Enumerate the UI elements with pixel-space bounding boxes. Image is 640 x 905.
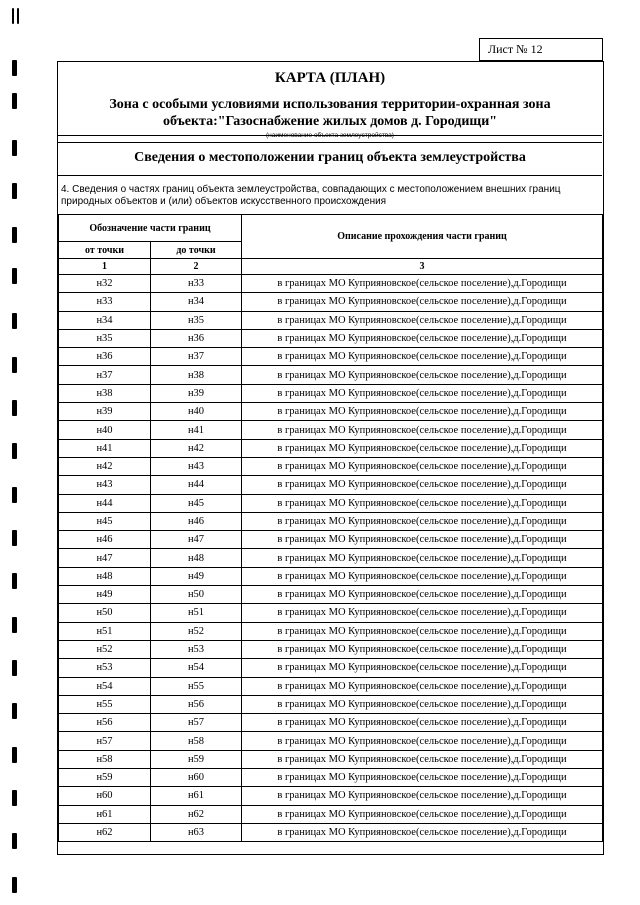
binding-mark [12, 833, 17, 849]
binding-mark [12, 268, 17, 284]
from-point-cell: н36 [59, 348, 151, 366]
binding-mark [12, 400, 17, 416]
to-point-cell: н47 [151, 531, 242, 549]
binding-mark [17, 8, 19, 24]
to-point-cell: н37 [151, 348, 242, 366]
to-point-cell: н34 [151, 293, 242, 311]
table-row [59, 531, 603, 549]
from-point-cell: н45 [59, 512, 151, 530]
table-row [59, 421, 603, 439]
to-point-cell: н63 [151, 823, 242, 841]
binding-mark [12, 443, 17, 459]
document-frame [57, 61, 604, 855]
description-cell: в границах МО Куприяновское(сельское поселение),д.Городищи [242, 421, 603, 439]
to-point-cell: н58 [151, 732, 242, 750]
from-point-cell: н35 [59, 329, 151, 347]
to-point-cell: н51 [151, 604, 242, 622]
description-cell: в границах МО Куприяновское(сельское поселение),д.Городищи [242, 732, 603, 750]
description-cell: в границах МО Куприяновское(сельское поселение),д.Городищи [242, 384, 603, 402]
from-point-cell: н59 [59, 769, 151, 787]
description-cell: в границах МО Куприяновское(сельское поселение),д.Городищи [242, 622, 603, 640]
table-row [59, 348, 603, 366]
table-row [59, 640, 603, 658]
binding-mark [12, 530, 17, 546]
table-row [59, 586, 603, 604]
table-body [59, 275, 603, 842]
to-point-cell: н41 [151, 421, 242, 439]
binding-mark [12, 660, 17, 676]
to-point-cell: н62 [151, 805, 242, 823]
from-point-cell: н57 [59, 732, 151, 750]
binding-mark [12, 617, 17, 633]
from-point-cell: н40 [59, 421, 151, 439]
from-point-cell: н56 [59, 714, 151, 732]
table-row [59, 512, 603, 530]
to-point-cell: н48 [151, 549, 242, 567]
table-row [59, 769, 603, 787]
table-row [59, 677, 603, 695]
to-point-cell: н40 [151, 403, 242, 421]
from-point-cell: н58 [59, 750, 151, 768]
col-number: 1 [59, 259, 151, 275]
binding-mark [12, 573, 17, 589]
col-number: 2 [151, 259, 242, 275]
from-point-cell: н48 [59, 567, 151, 585]
to-point-cell: н55 [151, 677, 242, 695]
from-point-cell: н42 [59, 457, 151, 475]
table-row [59, 384, 603, 402]
description-cell: в границах МО Куприяновское(сельское поселение),д.Городищи [242, 293, 603, 311]
table-row [59, 403, 603, 421]
description-cell: в границах МО Куприяновское(сельское поселение),д.Городищи [242, 329, 603, 347]
description-cell: в границах МО Куприяновское(сельское поселение),д.Городищи [242, 604, 603, 622]
table-row [59, 787, 603, 805]
to-point-cell: н33 [151, 275, 242, 293]
binding-mark [12, 8, 14, 24]
from-point-cell: н46 [59, 531, 151, 549]
to-point-cell: н59 [151, 750, 242, 768]
header-description: Описание прохождения части границ [242, 215, 603, 259]
table-row [59, 366, 603, 384]
description-cell: в границах МО Куприяновское(сельское поселение),д.Городищи [242, 659, 603, 677]
table-row [59, 275, 603, 293]
description-cell: в границах МО Куприяновское(сельское поселение),д.Городищи [242, 512, 603, 530]
binding-mark [12, 703, 17, 719]
description-cell: в границах МО Куприяновское(сельское поселение),д.Городищи [242, 275, 603, 293]
col-number: 3 [242, 259, 603, 275]
to-point-cell: н57 [151, 714, 242, 732]
table-row [59, 604, 603, 622]
boundary-table [58, 214, 603, 842]
to-point-cell: н39 [151, 384, 242, 402]
binding-mark [12, 93, 17, 109]
from-point-cell: н33 [59, 293, 151, 311]
table-row [59, 823, 603, 841]
binding-mark [12, 227, 17, 243]
to-point-cell: н42 [151, 439, 242, 457]
description-cell: в границах МО Куприяновское(сельское поселение),д.Городищи [242, 695, 603, 713]
description-cell: в границах МО Куприяновское(сельское поселение),д.Городищи [242, 714, 603, 732]
map-title: КАРТА (ПЛАН) [274, 70, 386, 86]
zone-title-line1: Зона с особыми условиями использования территории-охранная зона [109, 97, 551, 112]
sheet-number: Лист № 12 [479, 38, 603, 61]
table-row [59, 567, 603, 585]
from-point-cell: н41 [59, 439, 151, 457]
from-point-cell: н39 [59, 403, 151, 421]
to-point-cell: н44 [151, 476, 242, 494]
to-point-cell: н56 [151, 695, 242, 713]
description-cell: в границах МО Куприяновское(сельское поселение),д.Городищи [242, 531, 603, 549]
zone-title [58, 96, 602, 130]
header-to: до точки [151, 242, 242, 259]
description-cell: в границах МО Куприяновское(сельское поселение),д.Городищи [242, 567, 603, 585]
from-point-cell: н38 [59, 384, 151, 402]
table-row [59, 439, 603, 457]
binding-mark [12, 790, 17, 806]
to-point-cell: н60 [151, 769, 242, 787]
binding-marks [10, 0, 24, 905]
table-row [59, 311, 603, 329]
description-cell: в границах МО Куприяновское(сельское поселение),д.Городищи [242, 640, 603, 658]
from-point-cell: н51 [59, 622, 151, 640]
table-row [59, 293, 603, 311]
description-cell: в границах МО Куприяновское(сельское поселение),д.Городищи [242, 403, 603, 421]
description-cell: в границах МО Куприяновское(сельское поселение),д.Городищи [242, 439, 603, 457]
from-point-cell: н60 [59, 787, 151, 805]
table-row [59, 549, 603, 567]
description-cell: в границах МО Куприяновское(сельское поселение),д.Городищи [242, 476, 603, 494]
table-row [59, 457, 603, 475]
to-point-cell: н61 [151, 787, 242, 805]
to-point-cell: н36 [151, 329, 242, 347]
from-point-cell: н47 [59, 549, 151, 567]
title-block [58, 62, 602, 136]
table-row [59, 659, 603, 677]
binding-mark [12, 140, 17, 156]
header-parts: Обозначение части границ [59, 215, 242, 242]
table-row [59, 476, 603, 494]
table-row [59, 695, 603, 713]
table-row [59, 714, 603, 732]
section-title: Сведения о местоположении границ объекта землеустройства [58, 142, 602, 176]
from-point-cell: н49 [59, 586, 151, 604]
table-row [59, 750, 603, 768]
object-name-note: (наименование объекта землеустройства) [266, 132, 394, 139]
to-point-cell: н46 [151, 512, 242, 530]
table-row [59, 622, 603, 640]
from-point-cell: н53 [59, 659, 151, 677]
to-point-cell: н43 [151, 457, 242, 475]
to-point-cell: н35 [151, 311, 242, 329]
to-point-cell: н45 [151, 494, 242, 512]
table-row [59, 329, 603, 347]
description-cell: в границах МО Куприяновское(сельское поселение),д.Городищи [242, 677, 603, 695]
from-point-cell: н34 [59, 311, 151, 329]
description-cell: в границах МО Куприяновское(сельское поселение),д.Городищи [242, 787, 603, 805]
from-point-cell: н62 [59, 823, 151, 841]
description-cell: в границах МО Куприяновское(сельское поселение),д.Городищи [242, 457, 603, 475]
binding-mark [12, 183, 17, 199]
description-cell: в границах МО Куприяновское(сельское поселение),д.Городищи [242, 805, 603, 823]
header-from: от точки [59, 242, 151, 259]
to-point-cell: н52 [151, 622, 242, 640]
description-cell: в границах МО Куприяновское(сельское поселение),д.Городищи [242, 586, 603, 604]
from-point-cell: н43 [59, 476, 151, 494]
description-cell: в границах МО Куприяновское(сельское поселение),д.Городищи [242, 549, 603, 567]
section-paragraph: 4. Сведения о частях границ объекта землеустройства, совпадающих с местоположением внешних границ природных объектов и (или) объектов искусственного происхождения [61, 184, 561, 207]
description-cell: в границах МО Куприяновское(сельское поселение),д.Городищи [242, 494, 603, 512]
binding-mark [12, 877, 17, 893]
from-point-cell: н54 [59, 677, 151, 695]
binding-mark [12, 60, 17, 76]
description-cell: в границах МО Куприяновское(сельское поселение),д.Городищи [242, 366, 603, 384]
description-cell: в границах МО Куприяновское(сельское поселение),д.Городищи [242, 769, 603, 787]
to-point-cell: н53 [151, 640, 242, 658]
zone-title-line2: объекта:"Газоснабжение жилых домов д. Городищи" [162, 114, 498, 129]
from-point-cell: н37 [59, 366, 151, 384]
table-row [59, 494, 603, 512]
binding-mark [12, 747, 17, 763]
to-point-cell: н54 [151, 659, 242, 677]
to-point-cell: н38 [151, 366, 242, 384]
from-point-cell: н55 [59, 695, 151, 713]
from-point-cell: н52 [59, 640, 151, 658]
binding-mark [12, 313, 17, 329]
description-cell: в границах МО Куприяновское(сельское поселение),д.Городищи [242, 348, 603, 366]
table-row [59, 805, 603, 823]
from-point-cell: н61 [59, 805, 151, 823]
binding-mark [12, 487, 17, 503]
description-cell: в границах МО Куприяновское(сельское поселение),д.Городищи [242, 823, 603, 841]
from-point-cell: н50 [59, 604, 151, 622]
to-point-cell: н49 [151, 567, 242, 585]
table-row [59, 732, 603, 750]
from-point-cell: н44 [59, 494, 151, 512]
description-cell: в границах МО Куприяновское(сельское поселение),д.Городищи [242, 311, 603, 329]
description-cell: в границах МО Куприяновское(сельское поселение),д.Городищи [242, 750, 603, 768]
to-point-cell: н50 [151, 586, 242, 604]
binding-mark [12, 357, 17, 373]
from-point-cell: н32 [59, 275, 151, 293]
